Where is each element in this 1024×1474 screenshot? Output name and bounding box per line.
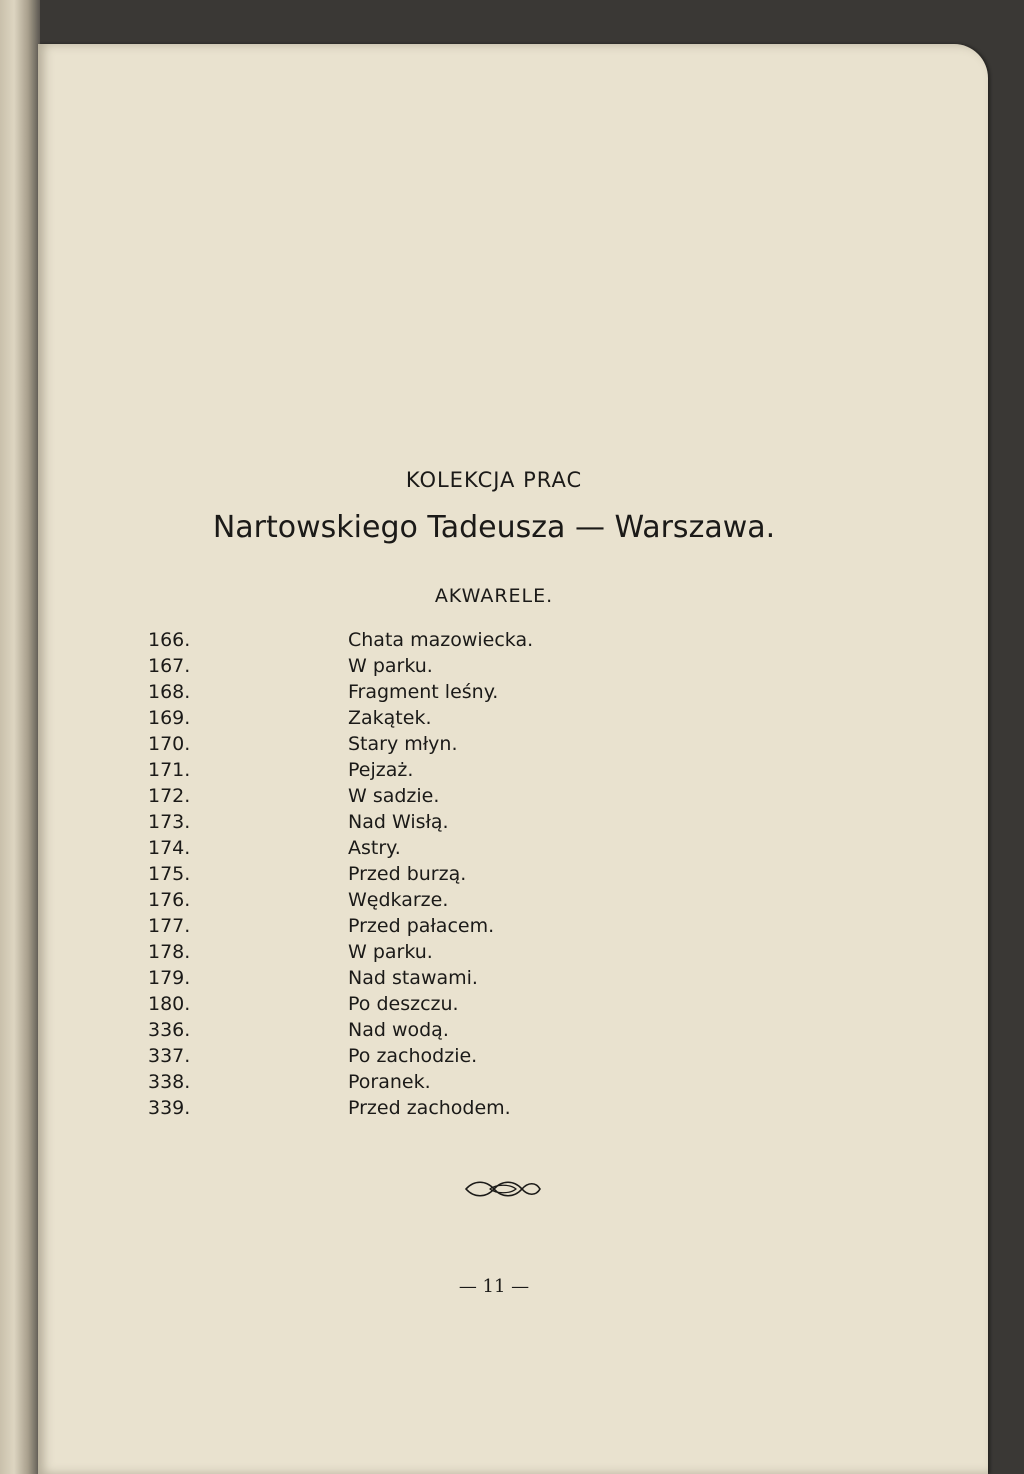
work-title: Chata mazowiecka. [348, 629, 534, 651]
work-title: Nad Wisłą. [348, 811, 449, 833]
work-title: Nad stawami. [348, 967, 478, 989]
list-item [148, 1095, 708, 1121]
decorative-knot-icon [464, 1178, 542, 1200]
work-title: Przed zachodem. [348, 1097, 511, 1119]
work-title: Przed burzą. [348, 863, 467, 885]
section-heading: AKWARELE. [434, 585, 554, 607]
list-item [148, 731, 708, 757]
work-number: 178. [148, 941, 191, 963]
work-number: 180. [148, 993, 191, 1015]
work-number: 179. [148, 967, 191, 989]
list-item [148, 991, 708, 1017]
artist-heading: Nartowskiego Tadeusza — Warszawa. [212, 510, 776, 545]
work-number: 177. [148, 915, 191, 937]
work-number: 171. [148, 759, 191, 781]
work-number: 167. [148, 655, 191, 677]
list-item [148, 653, 708, 679]
work-title: W sadzie. [348, 785, 440, 807]
list-item [148, 965, 708, 991]
list-item [148, 939, 708, 965]
work-number: 173. [148, 811, 191, 833]
work-title: Poranek. [348, 1071, 431, 1093]
work-number: 169. [148, 707, 191, 729]
work-title: W parku. [348, 655, 433, 677]
work-title: Przed pałacem. [348, 915, 495, 937]
list-item [148, 1043, 708, 1069]
list-item [148, 835, 708, 861]
list-item [148, 887, 708, 913]
list-item [148, 783, 708, 809]
work-number: 172. [148, 785, 191, 807]
work-number: 175. [148, 863, 191, 885]
work-number: 337. [148, 1045, 191, 1067]
works-list [148, 627, 708, 1121]
list-item [148, 861, 708, 887]
work-number: 166. [148, 629, 191, 651]
work-title: Astry. [348, 837, 401, 859]
work-title: Po zachodzie. [348, 1045, 478, 1067]
list-item [148, 913, 708, 939]
work-title: Nad wodą. [348, 1019, 449, 1041]
collection-title: KOLEKCJA PRAC [405, 468, 583, 492]
work-title: Stary młyn. [348, 733, 458, 755]
work-number: 338. [148, 1071, 191, 1093]
list-item [148, 1017, 708, 1043]
list-item [148, 1069, 708, 1095]
work-title: Po deszczu. [348, 993, 459, 1015]
list-item [148, 757, 708, 783]
work-number: 174. [148, 837, 191, 859]
left-page-edge [0, 0, 40, 1474]
catalog-page [38, 44, 988, 1474]
list-item [148, 627, 708, 653]
work-number: 170. [148, 733, 191, 755]
work-title: W parku. [348, 941, 433, 963]
work-title: Fragment leśny. [348, 681, 499, 703]
work-number: 168. [148, 681, 191, 703]
list-item [148, 679, 708, 705]
list-item [148, 809, 708, 835]
work-number: 176. [148, 889, 191, 911]
work-number: 339. [148, 1097, 191, 1119]
work-title: Zakątek. [348, 707, 432, 729]
page-number: — 11 — [458, 1276, 530, 1297]
work-number: 336. [148, 1019, 191, 1041]
work-title: Pejzaż. [348, 759, 414, 781]
list-item [148, 705, 708, 731]
work-title: Wędkarze. [348, 889, 449, 911]
